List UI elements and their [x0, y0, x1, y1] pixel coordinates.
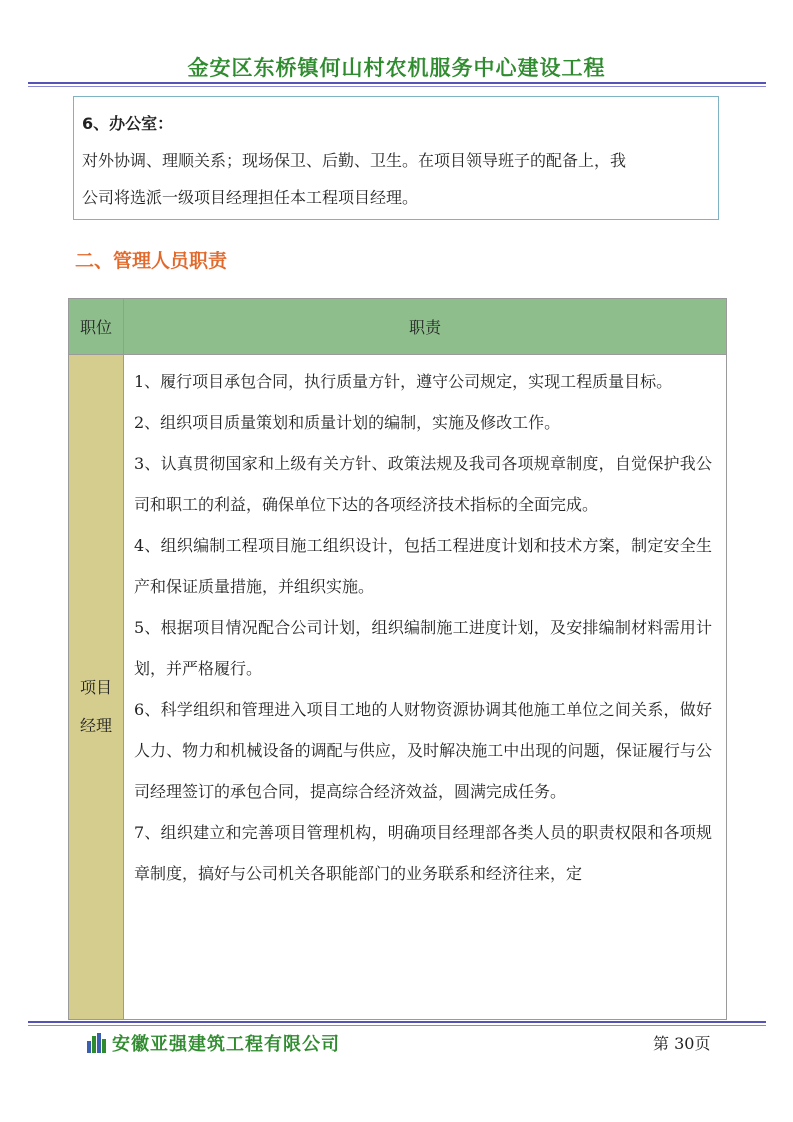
column-header-position: 职位	[69, 299, 124, 355]
duty-item: 7、组织建立和完善项目管理机构，明确项目经理部各类人员的职责权限和各项规章制度，搞好与公司机关各职能部门的业务联系和经济往来，定	[134, 823, 712, 883]
page-header-title: 金安区东桥镇何山村农机服务中心建设工程	[187, 56, 606, 80]
duty-item: 4、组织编制工程项目施工组织设计，包括工程进度计划和技术方案，制定安全生产和保证质量措施，并组织实施。	[134, 536, 712, 596]
section-title: 二、管理人员职责	[75, 250, 228, 272]
office-box	[73, 96, 719, 220]
position-label: 项目经理	[79, 678, 112, 735]
duty-table	[68, 298, 727, 1020]
column-header-duties: 职责	[124, 299, 726, 355]
duty-item: 5、根据项目情况配合公司计划，组织编制施工进度计划，及安排编制材料需用计划，并严格履行。	[134, 618, 712, 678]
header-rule	[28, 82, 766, 84]
office-line-2: 公司将选派一级项目经理担任本工程项目经理。	[82, 188, 419, 207]
office-line-1: 对外协调、理顺关系；现场保卫、后勤、卫生。在项目领导班子的配备上，我	[82, 151, 627, 170]
office-heading: 6、办公室：	[82, 114, 174, 133]
position-cell	[69, 355, 124, 1019]
header-rule-thin	[28, 86, 766, 87]
building-logo-icon	[86, 1033, 108, 1053]
footer-company	[86, 1030, 340, 1056]
duties-cell	[124, 355, 726, 1019]
duty-item: 2、组织项目质量策划和质量计划的编制，实施及修改工作。	[134, 413, 561, 432]
duty-item: 1、履行项目承包合同，执行质量方针，遵守公司规定，实现工程质量目标。	[134, 372, 673, 391]
duty-item: 6、科学组织和管理进入项目工地的人财物资源协调其他施工单位之间关系，做好人力、物力和机械设备的调配与供应，及时解决施工中出现的问题，保证履行与公司经理签订的承包合同，提高综合经济效益，圆满完成任务。	[134, 700, 712, 801]
footer-rule	[28, 1021, 766, 1023]
footer-rule-thin	[28, 1025, 766, 1026]
company-name: 安徽亚强建筑工程有限公司	[112, 1034, 340, 1055]
page-number: 第 30页	[653, 1034, 711, 1053]
duty-item: 3、认真贯彻国家和上级有关方针、政策法规及我司各项规章制度，自觉保护我公司和职工的利益，确保单位下达的各项经济技术指标的全面完成。	[134, 454, 712, 514]
